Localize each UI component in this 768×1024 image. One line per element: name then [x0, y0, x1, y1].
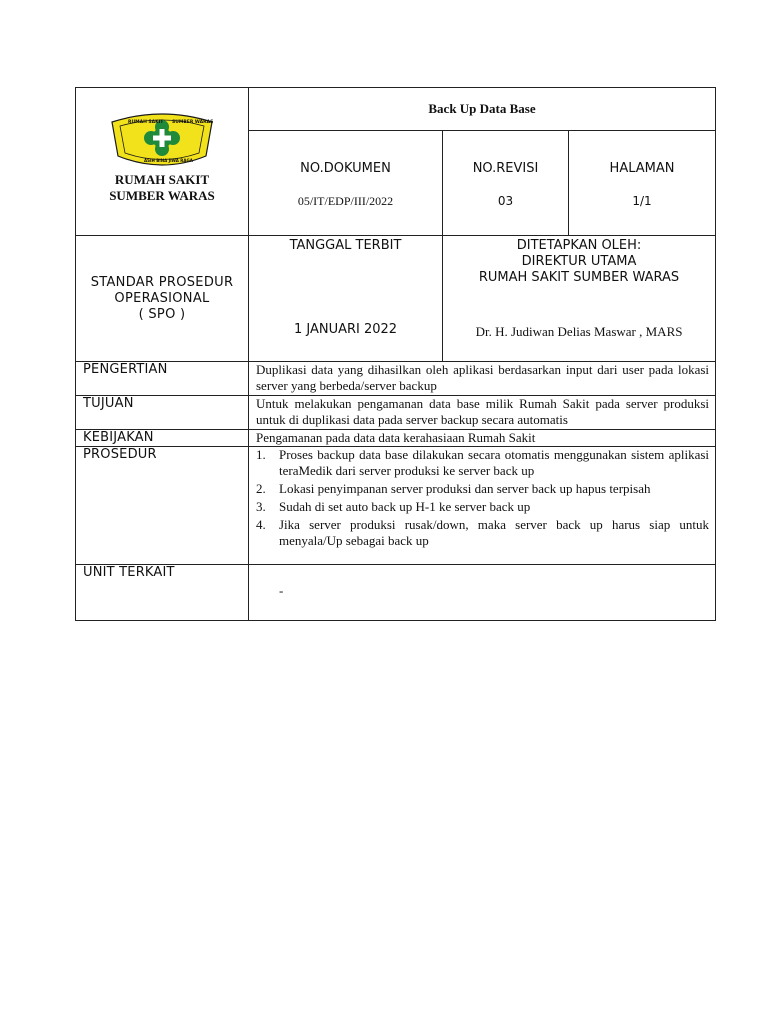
- svg-text:ASIH BINA JIWA RAGA: ASIH BINA JIWA RAGA: [144, 158, 193, 163]
- hospital-name: [76, 172, 248, 204]
- prosedur-item-3: 3. Sudah di set auto back up H-1 ke server back up: [256, 499, 531, 514]
- no-dokumen-value: 05/IT/EDP/III/2022: [297, 194, 394, 208]
- tanggal-terbit-cell: [249, 236, 443, 362]
- unit-terkait-text: -: [249, 565, 716, 621]
- tanggal-terbit-value: 1 JANUARI 2022: [293, 322, 398, 337]
- kebijakan-label: KEBIJAKAN: [76, 430, 249, 447]
- svg-text:RUMAH SAKIT: RUMAH SAKIT: [128, 120, 164, 125]
- pengertian-label: PENGERTIAN: [76, 362, 249, 396]
- spo-line1: STANDAR PROSEDUR: [90, 274, 234, 290]
- kebijakan-text: Pengamanan pada data data kerahasiaan Rumah Sakit: [249, 430, 716, 447]
- logo-cell: [76, 88, 249, 236]
- document-title: Back Up Data Base: [249, 88, 716, 131]
- ditetapkan-line1: DITETAPKAN OLEH:: [516, 238, 642, 253]
- spo-document-table: [75, 87, 716, 621]
- prosedur-cell: [249, 447, 716, 565]
- tujuan-label: TUJUAN: [76, 396, 249, 430]
- halaman-cell: [569, 131, 716, 236]
- no-revisi-label: NO.REVISI: [472, 161, 539, 176]
- tanggal-terbit-label: TANGGAL TERBIT: [289, 238, 402, 253]
- no-dokumen-cell: [249, 131, 443, 236]
- hospital-name-line2: SUMBER WARAS: [109, 188, 215, 203]
- prosedur-item-2: 2. Lokasi penyimpanan server produksi dan server back up hapus terpisah: [256, 481, 651, 496]
- signatory-name: Dr. H. Judiwan Delias Maswar , MARS: [475, 324, 683, 339]
- spo-line3: ( SPO ): [138, 306, 186, 322]
- hospital-name-line1: RUMAH SAKIT: [114, 172, 210, 187]
- prosedur-item-4: 4. Jika server produksi rusak/down, maka server back up harus siap untuk menyala/Up sebagai back up: [256, 517, 710, 548]
- prosedur-item-1: 1. Proses backup data base dilakukan secara otomatis menggunakan sistem aplikasi teraMedik dari server produksi ke server back up: [256, 447, 710, 478]
- ditetapkan-line2: DIREKTUR UTAMA: [521, 254, 637, 269]
- halaman-label: HALAMAN: [609, 161, 675, 176]
- spo-line2: OPERASIONAL: [114, 290, 210, 306]
- no-revisi-cell: [443, 131, 569, 236]
- spo-title-cell: [76, 236, 249, 362]
- no-revisi-value: 03: [497, 194, 514, 208]
- ditetapkan-cell: [443, 236, 716, 362]
- hospital-logo-icon: [106, 108, 218, 172]
- ditetapkan-line3: RUMAH SAKIT SUMBER WARAS: [478, 270, 680, 285]
- prosedur-label: PROSEDUR: [76, 447, 249, 565]
- no-dokumen-label: NO.DOKUMEN: [300, 161, 391, 176]
- prosedur-list: [256, 447, 709, 549]
- unit-terkait-label: UNIT TERKAIT: [76, 565, 249, 621]
- tujuan-text: Untuk melakukan pengamanan data base milik Rumah Sakit pada server produksi untuk di duplikasi data pada server backup secara automatis: [249, 396, 716, 430]
- halaman-value: 1/1: [632, 194, 652, 208]
- svg-text:SUMBER WARAS: SUMBER WARAS: [172, 120, 214, 125]
- pengertian-text: Duplikasi data yang dihasilkan oleh aplikasi berdasarkan input dari user pada lokasi server yang berbeda/server backup: [249, 362, 716, 396]
